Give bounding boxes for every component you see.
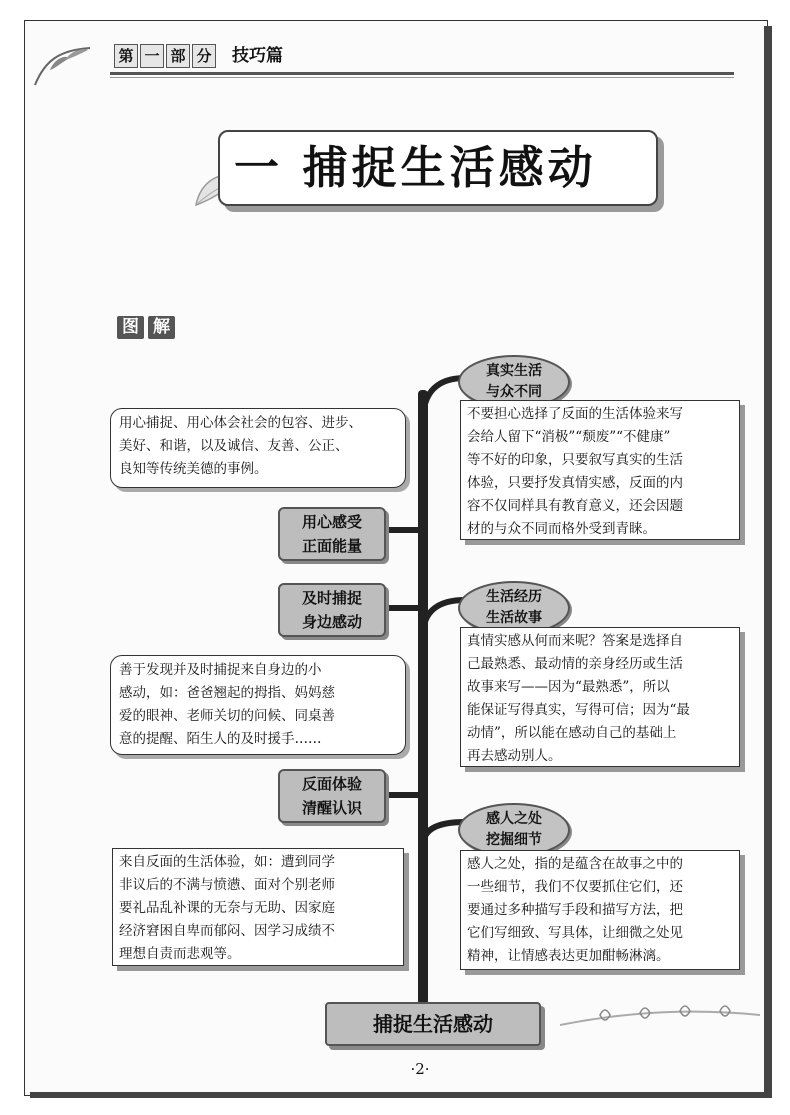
text-line: 材的与众不同而格外受到青睐。 (467, 521, 656, 537)
chapter-title: 一 捕捉生活感动 (234, 141, 597, 194)
part-char: 部 (166, 44, 190, 68)
node-line: 反面体验 (301, 775, 362, 793)
node-line: 清醒认识 (301, 799, 362, 817)
callout-capture-moments (110, 655, 406, 755)
node-line: 生活经历 (486, 589, 542, 605)
text-line: 己最熟悉、最动情的亲身经历或生活 (467, 656, 683, 672)
node-line: 生活故事 (486, 610, 542, 626)
node-line: 身边感动 (301, 613, 362, 631)
text-line: 意的提醒、陌生人的及时援手…… (119, 731, 322, 747)
text-line: 能保证写得真实，写得可信；因为“最 (467, 702, 690, 718)
text-line: 美好、和谐，以及诚信、友善、公正、 (119, 438, 349, 454)
decorative-railing-icon (560, 985, 760, 1045)
part-char: 分 (192, 44, 216, 68)
node-positive-energy (278, 507, 386, 561)
node-line: 正面能量 (301, 537, 362, 555)
text-line: 真情实感从何而来呢？答案是选择自 (467, 633, 683, 649)
callout-negative-experience (112, 848, 404, 966)
section-title: 技巧篇 (232, 46, 283, 66)
page-number: ·2· (410, 1060, 430, 1078)
text-line: 一些细节，我们不仅要抓住它们，还 (467, 879, 683, 895)
node-capture-moments (278, 583, 386, 637)
text-line: 来自反面的生活体验，如：遭到同学 (119, 854, 335, 870)
node-negative-experience (278, 769, 386, 823)
node-line: 与众不同 (486, 384, 542, 400)
text-line: 体验，只要抒发真情实感，反面的内 (467, 475, 683, 491)
node-line: 感人之处 (486, 811, 542, 827)
text-line: 非议后的不满与愤懑、面对个别老师 (119, 877, 335, 893)
diagram-label-char: 解 (148, 316, 175, 339)
text-line: 等不好的印象，只要叙写真实的生活 (467, 452, 683, 468)
text-line: 容不仅同样具有教育意义，还会因题 (467, 498, 683, 514)
text-line: 感人之处，指的是蕴含在故事之中的 (467, 856, 683, 872)
text-line: 理想自责而悲观等。 (119, 946, 241, 962)
text-real-life (460, 400, 740, 540)
node-line: 及时捕捉 (301, 589, 362, 607)
text-line: 精神，让情感表达更加酣畅淋漓。 (467, 948, 670, 964)
text-line: 它们写细致、写具体，让细微之处见 (467, 925, 683, 941)
text-life-story (460, 627, 740, 767)
part-char: 第 (114, 44, 138, 68)
mind-map-spine (418, 390, 428, 1005)
node-touching-details (458, 803, 570, 857)
node-line: 挖掘细节 (486, 832, 542, 848)
text-line: 要通过多种描写手段和描写方法，把 (467, 902, 683, 918)
text-line: 经济窘困自卑而郁闷、因学习成绩不 (119, 923, 335, 939)
node-line: 真实生活 (486, 363, 542, 379)
text-line: 会给人留下“消极”“颓废”“不健康” (467, 429, 671, 445)
text-line: 善于发现并及时捕捉来自身边的小 (119, 662, 322, 678)
text-line: 故事来写——因为“最熟悉”，所以 (467, 679, 670, 695)
part-char: 一 (140, 44, 164, 68)
node-line: 用心感受 (301, 513, 362, 531)
text-line: 再去感动别人。 (467, 748, 562, 764)
text-line: 不要担心选择了反面的生活体验来写 (467, 406, 683, 422)
text-line: 爱的眼神、老师关切的问候、同桌善 (119, 708, 335, 724)
text-line: 用心捕捉、用心体会社会的包容、进步、 (119, 415, 362, 431)
diagram-label-char: 图 (117, 316, 144, 339)
text-line: 要礼品乱补课的无奈与无助、因家庭 (119, 900, 335, 916)
text-line: 动情”，所以能在感动自己的基础上 (467, 725, 677, 741)
text-line: 良知等传统美德的事例。 (119, 461, 268, 477)
text-touching-details (460, 850, 740, 970)
root-node: 捕捉生活感动 (325, 1002, 541, 1046)
callout-positive-energy (110, 408, 406, 488)
text-line: 感动，如：爸爸翘起的拇指、妈妈慈 (119, 685, 335, 701)
